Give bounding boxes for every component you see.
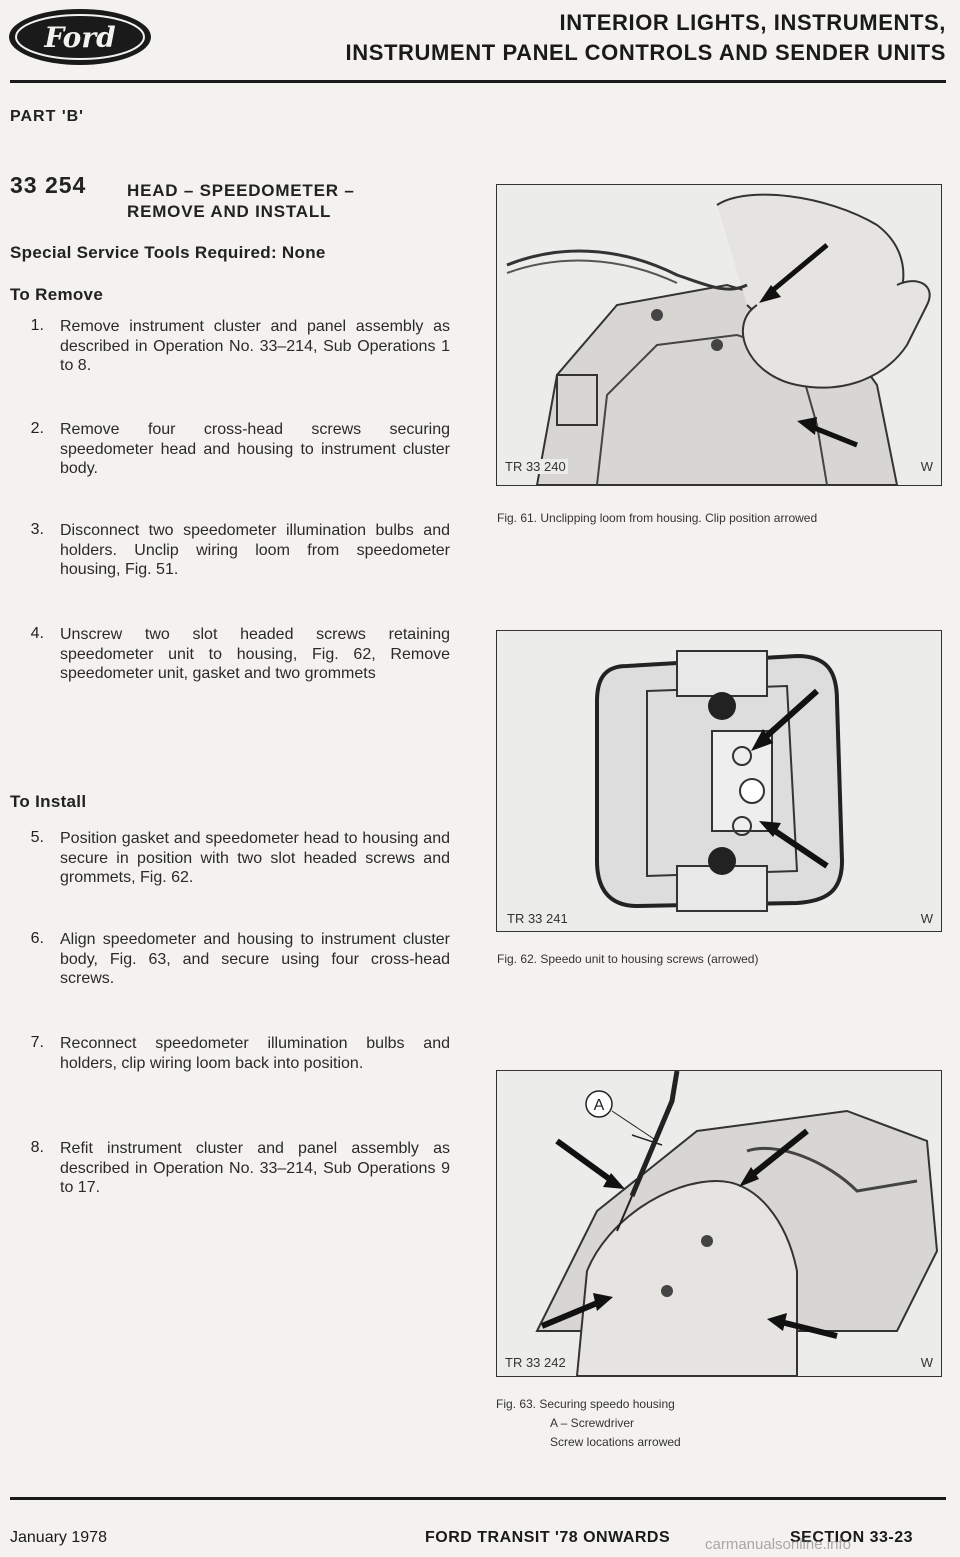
figure-61-caption: Fig. 61. Unclipping loom from housing. Clip position arrowed xyxy=(497,511,818,525)
figure-ref: TR 33 240 xyxy=(505,459,566,474)
figure-62-illustration xyxy=(497,631,941,931)
step-text: Unscrew two slot headed screws retaining speedometer unit to housing, Fig. 62, Remove speedometer unit, gasket and two grommets xyxy=(60,626,450,682)
figure-63-legend-arrows: Screw locations arrowed xyxy=(550,1435,681,1449)
footer-rule xyxy=(10,1497,946,1500)
footer-date: January 1978 xyxy=(10,1529,107,1546)
figure-61-illustration xyxy=(497,185,941,485)
figure-63-legend-a: A – Screwdriver xyxy=(550,1416,635,1430)
special-tools: Special Service Tools Required: None xyxy=(10,243,326,262)
to-install-heading: To Install xyxy=(10,792,87,811)
watermark: carmanualsonline.info xyxy=(705,1536,851,1553)
figure-mark: W xyxy=(920,459,933,474)
footer-publication: FORD TRANSIT '78 ONWARDS xyxy=(425,1529,671,1546)
figure-ref: TR 33 241 xyxy=(507,911,568,926)
header-rule xyxy=(10,80,946,83)
figure-ref: TR 33 242 xyxy=(505,1355,566,1370)
figure-mark: W xyxy=(920,1355,933,1370)
step-text: Position gasket and speedometer head to housing and secure in position with two slot headed screws and grommets, Fig. 62. xyxy=(60,830,450,886)
step-number: 3. xyxy=(30,521,44,538)
to-remove-heading: To Remove xyxy=(10,285,104,304)
step-text: Disconnect two speedometer illumination bulbs and holders. Unclip wiring loom from speedometer housing, Fig. 51. xyxy=(60,522,450,578)
figure-62-caption: Fig. 62. Speedo unit to housing screws (arrowed) xyxy=(497,952,759,966)
figure-63-illustration xyxy=(497,1071,941,1376)
step-number: 8. xyxy=(30,1139,44,1156)
page-title-line1: INTERIOR LIGHTS, INSTRUMENTS, xyxy=(559,10,946,35)
step-number: 1. xyxy=(30,317,44,334)
figure-mark: W xyxy=(920,911,933,926)
figure-62-photo xyxy=(496,630,942,932)
step-text: Reconnect speedometer illumination bulbs and holders, clip wiring loom back into position. xyxy=(60,1035,450,1072)
figure-63-caption: Fig. 63. Securing speedo housing xyxy=(496,1397,675,1411)
step-number: 7. xyxy=(30,1034,44,1051)
operation-title xyxy=(127,180,355,222)
ford-logo xyxy=(6,6,154,68)
page-title-line2: INSTRUMENT PANEL CONTROLS AND SENDER UNITS xyxy=(345,40,946,65)
figure-63-photo xyxy=(496,1070,942,1377)
step-number: 2. xyxy=(30,420,44,437)
callout-a: A xyxy=(593,1097,605,1114)
step-text: Remove four cross-head screws securing speedometer head and housing to instrument cluster body. xyxy=(60,421,450,477)
operation-number: 33 254 xyxy=(10,172,87,198)
step-number: 5. xyxy=(30,829,44,846)
step-number: 4. xyxy=(30,625,44,642)
operation-title-line1: HEAD – SPEEDOMETER – xyxy=(127,181,355,200)
step-text: Align speedometer and housing to instrument cluster body, Fig. 63, and secure using four cross-head screws. xyxy=(60,931,450,987)
operation-title-line2: REMOVE AND INSTALL xyxy=(127,202,332,221)
part-label: PART 'B' xyxy=(10,108,84,125)
step-text: Refit instrument cluster and panel assembly as described in Operation No. 33–214, Sub Operations 9 to 17. xyxy=(60,1140,450,1196)
footer-section: SECTION 33-23 xyxy=(790,1529,913,1546)
figure-61-photo xyxy=(496,184,942,486)
svg-text:Ford: Ford xyxy=(44,21,116,54)
step-text: Remove instrument cluster and panel assembly as described in Operation No. 33–214, Sub Operations 1 to 8. xyxy=(60,318,450,374)
step-number: 6. xyxy=(30,930,44,947)
